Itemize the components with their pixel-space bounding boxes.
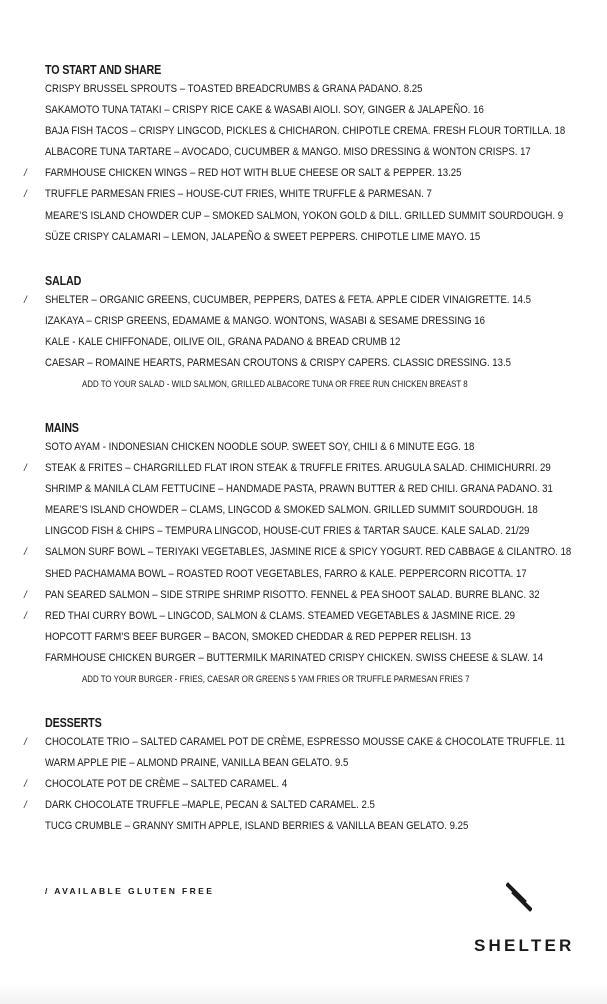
- menu-item: / CHOCOLATE TRIO – SALTED CARAMEL POT DE CRÈME, ESPRESSO MOUSSE CAKE & CHOCOLATE TRUFFLE. 11: [45, 732, 600, 753]
- menu-item: IZAKAYA – CRISP GREENS, EDAMAME & MANGO. WONTONS, WASABI & SESAME DRESSING 16: [45, 315, 486, 328]
- section-heading: SALAD: [45, 274, 82, 288]
- menu-item: KALE - KALE CHIFFONADE, OILIVE OIL, GRANA PADANO & BREAD CRUMB 12: [45, 336, 401, 349]
- gluten-free-mark-icon: /: [24, 463, 27, 475]
- brand-name: SHELTER: [474, 936, 575, 955]
- menu-item: SÜZE CRISPY CALAMARI – LEMON, JALAPEÑO & SWEET PEPPERS. CHIPOTLE LIME MAYO. 15: [45, 230, 481, 243]
- section-heading: DESSERTS: [45, 716, 102, 730]
- section-heading: TO START AND SHARE: [45, 63, 162, 77]
- gluten-free-mark-icon: /: [24, 589, 27, 601]
- gluten-free-mark-icon: /: [24, 737, 27, 748]
- gluten-free-mark-icon: /: [24, 295, 27, 306]
- menu-item: / DARK CHOCOLATE TRUFFLE –MAPLE, PECAN & SALTED CARAMEL. 2.5: [45, 795, 600, 816]
- gluten-free-mark-icon: /: [24, 610, 27, 622]
- salad-addon-note: ADD TO YOUR SALAD - WILD SALMON, GRILLED ALBACORE TUNA OR FREE RUN CHICKEN BREAST 8: [82, 379, 468, 390]
- menu-item: BAJA FISH TACOS – CRISPY LINGCOD, PICKLES & CHICHARON. CHIPOTLE CREMA. FRESH FLOUR TORTILLA. 18: [45, 125, 566, 138]
- section-heading: MAINS: [45, 421, 79, 435]
- menu-item: MEARE’S ISLAND CHOWDER CUP – SMOKED SALMON, YOKON GOLD & DILL. GRILLED SUMMIT SOURDOUGH. 9: [45, 209, 564, 222]
- menu-item: SHRIMP & MANILA CLAM FETTUCINE – HANDMADE PASTA, PRAWN BUTTER & RED CHILI. GRANA PADANO. 31: [45, 483, 553, 496]
- section-to-start-and-share: [24, 61, 600, 248]
- menu-item: FARMHOUSE CHICKEN BURGER – BUTTERMILK MARINATED CRISPY CHICKEN. SWISS CHEESE & SLAW. 14: [45, 651, 544, 664]
- menu-item: LINGCOD FISH & CHIPS – TEMPURA LINGCOD, HOUSE-CUT FRIES & TARTAR SAUCE. KALE SALAD. 21/29: [45, 525, 530, 538]
- menu-item: / CHOCOLATE POT DE CRÈME – SALTED CARAMEL. 4: [45, 774, 600, 795]
- shelter-logo: [474, 880, 575, 958]
- page-bottom-shade: [0, 984, 607, 1004]
- menu-item: / SALMON SURF BOWL – TERIYAKI VEGETABLES, JASMINE RICE & SPICY YOGURT. RED CABBAGE & CILANTRO. 18: [45, 542, 600, 563]
- menu-item: MEARE’S ISLAND CHOWDER – CLAMS, LINGCOD & SMOKED SALMON. GRILLED SUMMIT SOURDOUGH. 18: [45, 504, 538, 517]
- gluten-free-mark-icon: /: [24, 547, 27, 559]
- menu-item: / TRUFFLE PARMESAN FRIES – HOUSE-CUT FRIES, WHITE TRUFFLE & PARMESAN. 7: [45, 184, 600, 205]
- burger-addon-note: ADD TO YOUR BURGER - FRIES, CAESAR OR GREENS 5 YAM FRIES OR TRUFFLE PARMESAN FRIES 7: [82, 674, 470, 685]
- menu-item: WARM APPLE PIE – ALMOND PRAINE, VANILLA BEAN GELATO. 9.5: [45, 757, 349, 770]
- menu-item: CRISPY BRUSSEL SPROUTS – TOASTED BREADCRUMBS & GRANA PADANO. 8.25: [45, 83, 423, 95]
- menu-item: / PAN SEARED SALMON – SIDE STRIPE SHRIMP RISOTTO. FENNEL & PEA SHOOT SALAD. BURRE BLANC. 32: [45, 585, 600, 606]
- gluten-free-mark-icon: /: [24, 779, 27, 791]
- double-slash-logo-icon: [506, 882, 532, 912]
- gluten-free-mark-icon: /: [24, 168, 27, 180]
- section-desserts: [24, 714, 600, 837]
- section-salad: [24, 272, 600, 394]
- menu-item: / SHELTER – ORGANIC GREENS, CUCUMBER, PEPPERS, DATES & FETA. APPLE CIDER VINAIGRETTE. 14.5: [45, 290, 600, 311]
- gluten-free-legend: / AVAILABLE GLUTEN FREE: [45, 886, 215, 896]
- menu-item: ALBACORE TUNA TARTARE – AVOCADO, CUCUMBER & MANGO. MISO DRESSING & WONTON CRISPS. 17: [45, 146, 531, 159]
- gluten-free-mark-icon: /: [24, 800, 27, 812]
- menu-item: / RED THAI CURRY BOWL – LINGCOD, SALMON & CLAMS. STEAMED VEGETABLES & JASMINE RICE. 29: [45, 606, 600, 627]
- menu-item: SHED PACHAMAMA BOWL – ROASTED ROOT VEGETABLES, FARRO & KALE. PEPPERCORN RICOTTA. 17: [45, 567, 527, 580]
- menu-item: CAESAR – ROMAINE HEARTS, PARMESAN CROUTONS & CRISPY CAPERS. CLASSIC DRESSING. 13.5: [45, 357, 512, 370]
- menu-item: SAKAMOTO TUNA TATAKI – CRISPY RICE CAKE & WASABI AIOLI. SOY, GINGER & JALAPEÑO. 16: [45, 104, 484, 117]
- menu-item: TUCG CRUMBLE – GRANNY SMITH APPLE, ISLAND BERRIES & VANILLA BEAN GELATO. 9.25: [45, 820, 469, 833]
- section-mains: [24, 419, 600, 689]
- menu-item: HOPCOTT FARM’S BEEF BURGER – BACON, SMOKED CHEDDAR & RED PEPPER RELISH. 13: [45, 630, 471, 643]
- menu-item: / FARMHOUSE CHICKEN WINGS – RED HOT WITH BLUE CHEESE OR SALT & PEPPER. 13.25: [45, 163, 600, 184]
- menu-item: / STEAK & FRITES – CHARGRILLED FLAT IRON STEAK & TRUFFLE FRITES. ARUGULA SALAD. CHIMICHURRI. 29: [45, 458, 600, 479]
- menu-item: SOTO AYAM - INDONESIAN CHICKEN NOODLE SOUP. SWEET SOY, CHILI & 6 MINUTE EGG. 18: [45, 441, 475, 453]
- gluten-free-mark-icon: /: [24, 189, 27, 201]
